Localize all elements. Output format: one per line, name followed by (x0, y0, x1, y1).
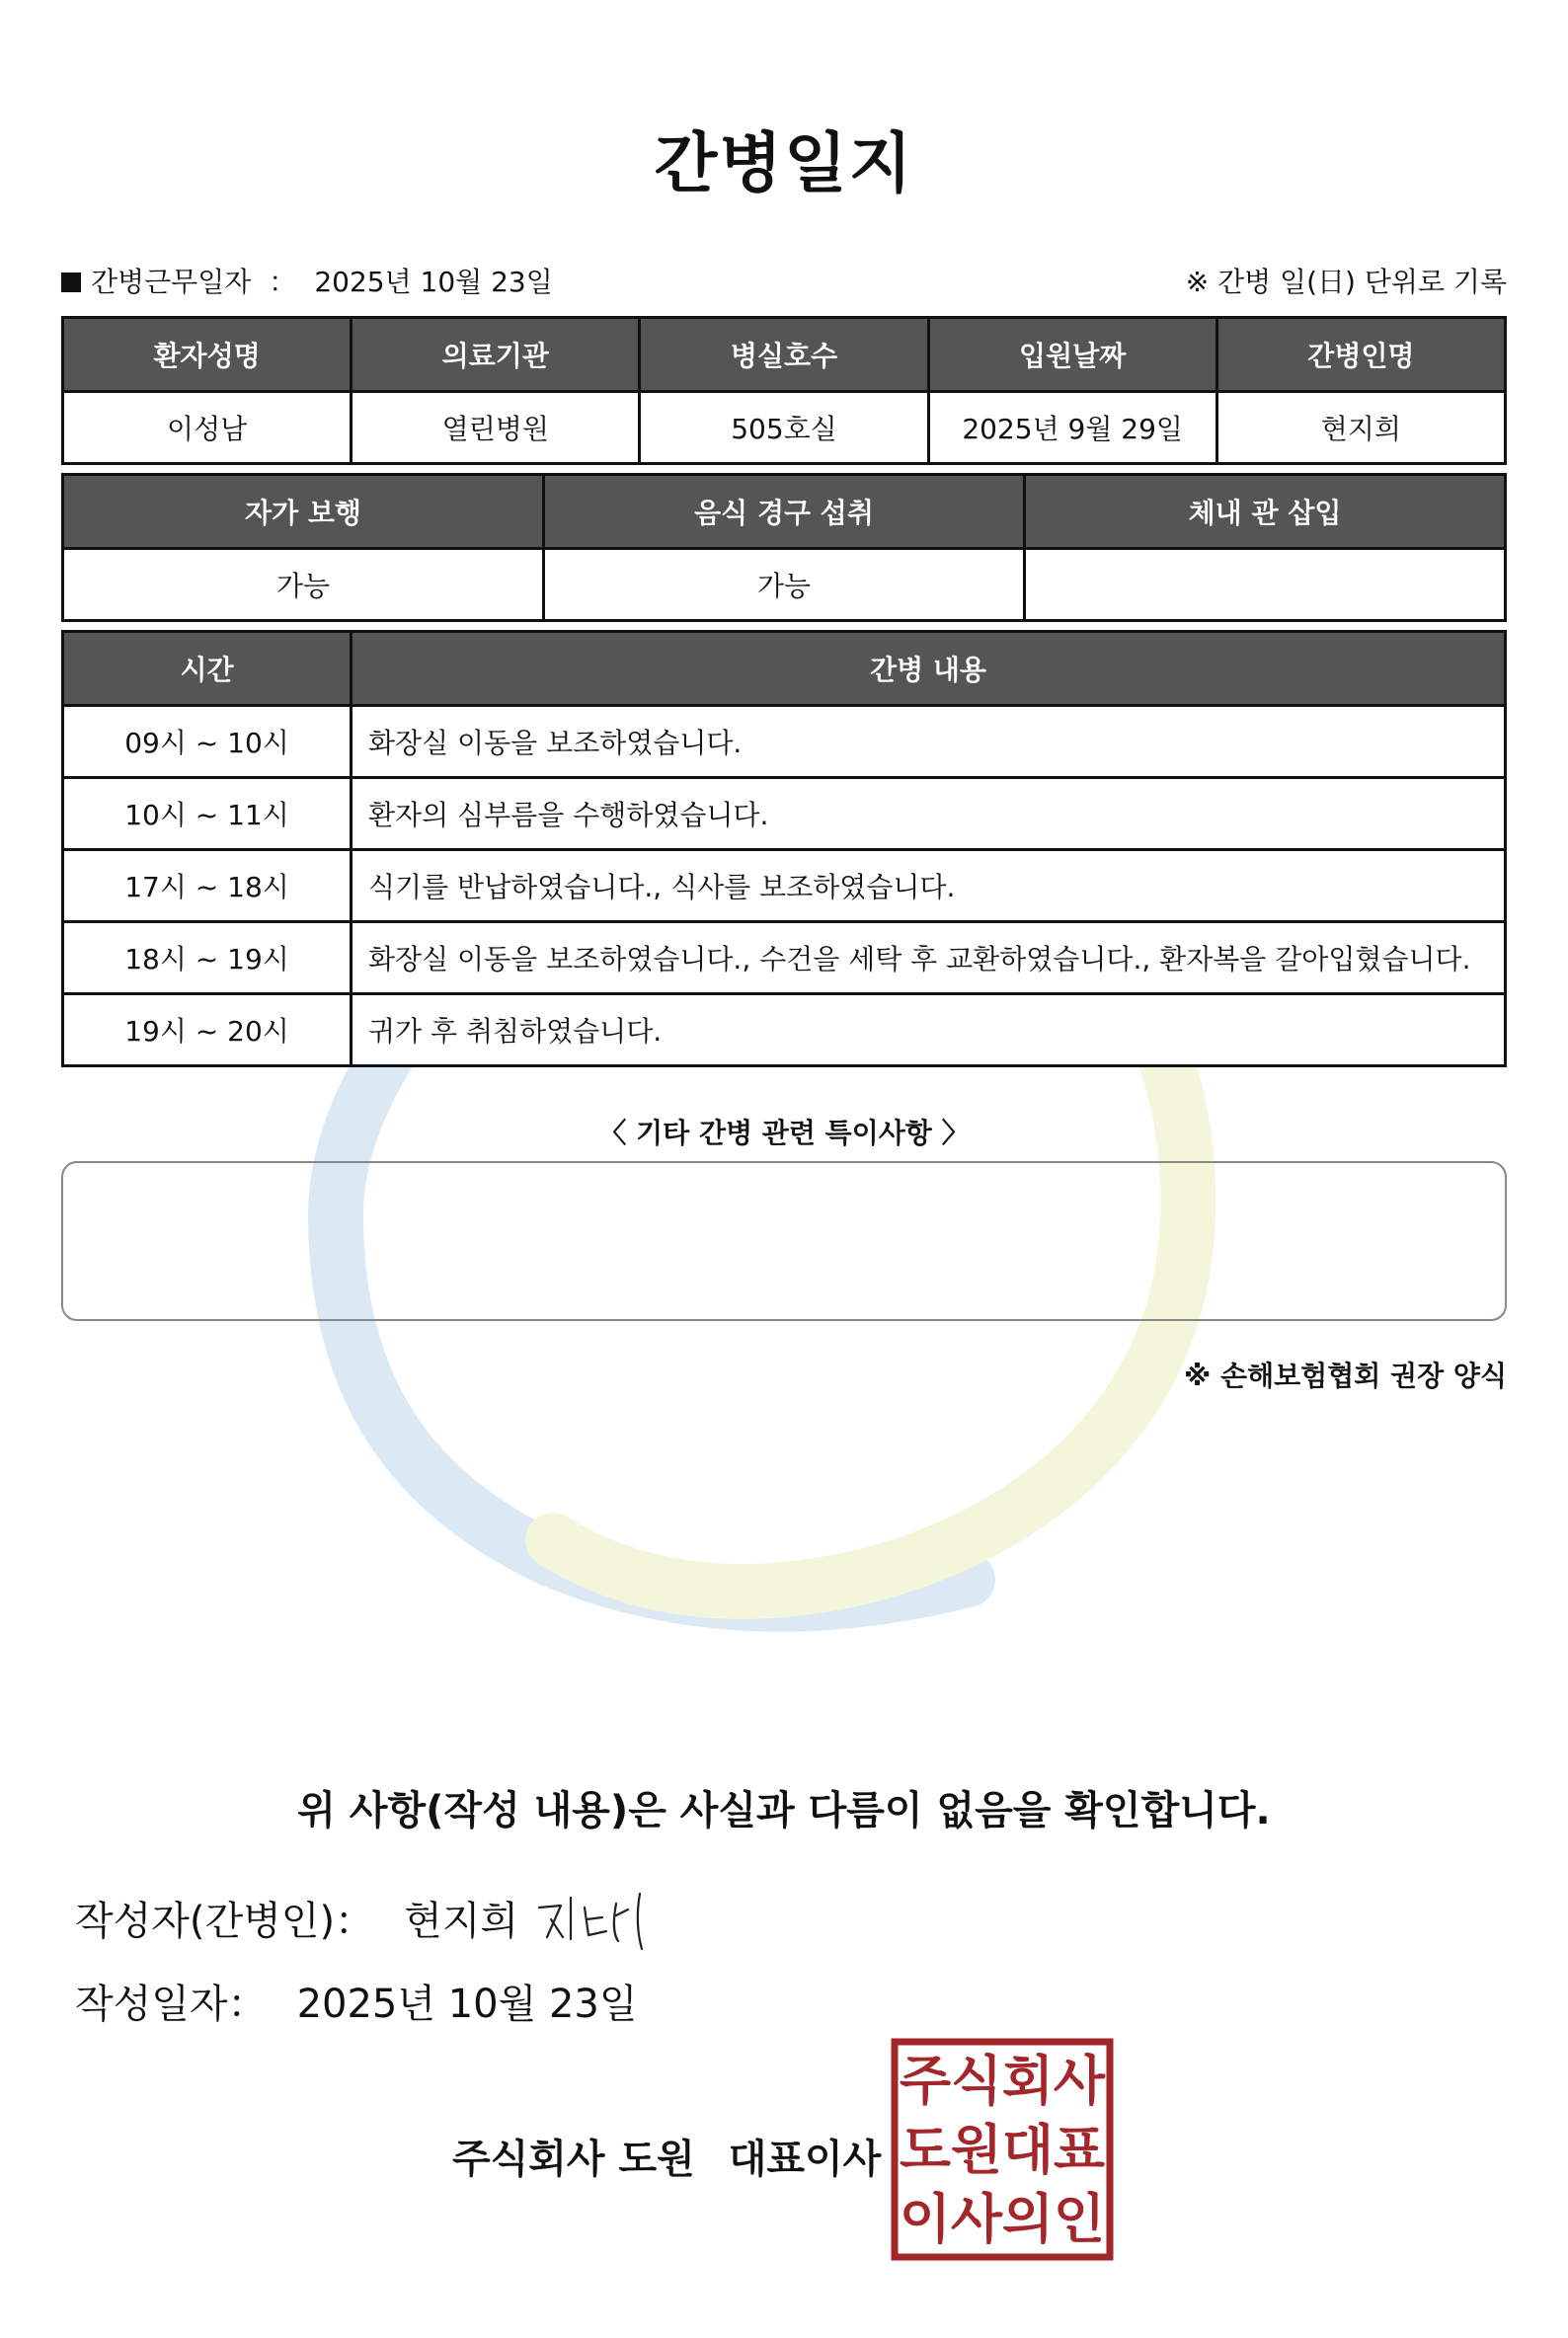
seal-character: 식 (950, 2050, 1003, 2112)
company-name: 주식회사 도원 (452, 2137, 695, 2182)
seal-character: 도 (899, 2119, 952, 2181)
record-unit-note: ※ 간병 일(日) 단위로 기록 (1185, 266, 1507, 298)
remarks-title: 〈 기타 간병 관련 특이사항 〉 (598, 1117, 970, 1149)
table-row (63, 922, 1506, 994)
table-row (63, 994, 1506, 1066)
table-row (63, 706, 1506, 778)
care-time: 10시 ~ 11시 (63, 778, 352, 850)
remarks-box (61, 1161, 1507, 1321)
care-time: 19시 ~ 20시 (63, 994, 352, 1066)
document-title: 간병일지 (654, 125, 914, 201)
care-time: 18시 ~ 19시 (63, 922, 352, 994)
care-content: 화장실 이동을 보조하였습니다., 수건을 세탁 후 교환하였습니다., 환자복을 갈아입혔습니다. (352, 922, 1506, 994)
caregiver-name: 현지희 (1216, 392, 1505, 464)
admission-date: 2025년 9월 29일 (928, 392, 1216, 464)
table-row (63, 850, 1506, 922)
care-time: 17시 ~ 18시 (63, 850, 352, 922)
date-label: 작성일자： (75, 1982, 268, 2027)
work-date-colon: ： (269, 266, 297, 298)
table-row (63, 778, 1506, 850)
header-admission-date: 입원날짜 (928, 318, 1216, 392)
care-content: 식기를 반납하였습니다., 식사를 보조하였습니다. (352, 850, 1506, 922)
writer-line (75, 1890, 518, 1946)
tube-insertion-value (1025, 549, 1506, 621)
seal-character: 이 (899, 2188, 952, 2250)
writer-name: 현지희 (404, 1899, 518, 1944)
header-self-walking: 자가 보행 (63, 475, 544, 549)
header-care-content: 간병 내용 (352, 632, 1506, 706)
patient-name: 이성남 (63, 392, 352, 464)
work-date-value: 2025년 10월 23일 (314, 266, 553, 298)
header-room: 병실호수 (640, 318, 928, 392)
seal-character: 사 (1053, 2050, 1106, 2112)
header-oral-intake: 음식 경구 섭취 (544, 475, 1025, 549)
date-line (75, 1973, 638, 2029)
self-walking-value: 가능 (63, 549, 544, 621)
seal-character: 사 (950, 2188, 1003, 2250)
company-line (452, 2128, 881, 2184)
patient-info-table (61, 316, 1507, 465)
seal-character: 회 (1001, 2050, 1055, 2112)
writer-label: 작성자(간병인)： (75, 1899, 375, 1944)
seal-character: 의 (1001, 2188, 1055, 2250)
care-log-table (61, 630, 1507, 1067)
care-content: 귀가 후 취침하였습니다. (352, 994, 1506, 1066)
seal-character: 표 (1053, 2119, 1106, 2181)
header-tube-insertion: 체내 관 삽입 (1025, 475, 1506, 549)
patient-status-table (61, 473, 1507, 622)
oral-intake-value: 가능 (544, 549, 1025, 621)
seal-character: 원 (950, 2119, 1003, 2181)
confirmation-statement: 위 사항(작성 내용)은 사실과 다름이 없음을 확인합니다. (297, 1788, 1271, 1833)
header-hospital: 의료기관 (352, 318, 640, 392)
header-time: 시간 (63, 632, 352, 706)
seal-character: 주 (899, 2050, 952, 2112)
company-seal-stamp (891, 2038, 1114, 2261)
care-content: 환자의 심부름을 수행하였습니다. (352, 778, 1506, 850)
room-number: 505호실 (640, 392, 928, 464)
care-time: 09시 ~ 10시 (63, 706, 352, 778)
date-value: 2025년 10월 23일 (296, 1982, 638, 2027)
hospital-name: 열린병원 (352, 392, 640, 464)
square-bullet-icon (61, 273, 81, 292)
recommendation-note: ※ 손해보험협회 권장 양식 (1184, 1360, 1507, 1392)
work-date (61, 261, 553, 300)
header-patient-name: 환자성명 (63, 318, 352, 392)
header-caregiver-name: 간병인명 (1216, 318, 1505, 392)
handwritten-signature (533, 1886, 662, 1955)
seal-character: 인 (1053, 2188, 1106, 2250)
seal-character: 대 (1001, 2119, 1055, 2181)
work-date-label: 간병근무일자 (91, 266, 252, 298)
representative-title: 대표이사 (728, 2137, 882, 2182)
care-content: 화장실 이동을 보조하였습니다. (352, 706, 1506, 778)
